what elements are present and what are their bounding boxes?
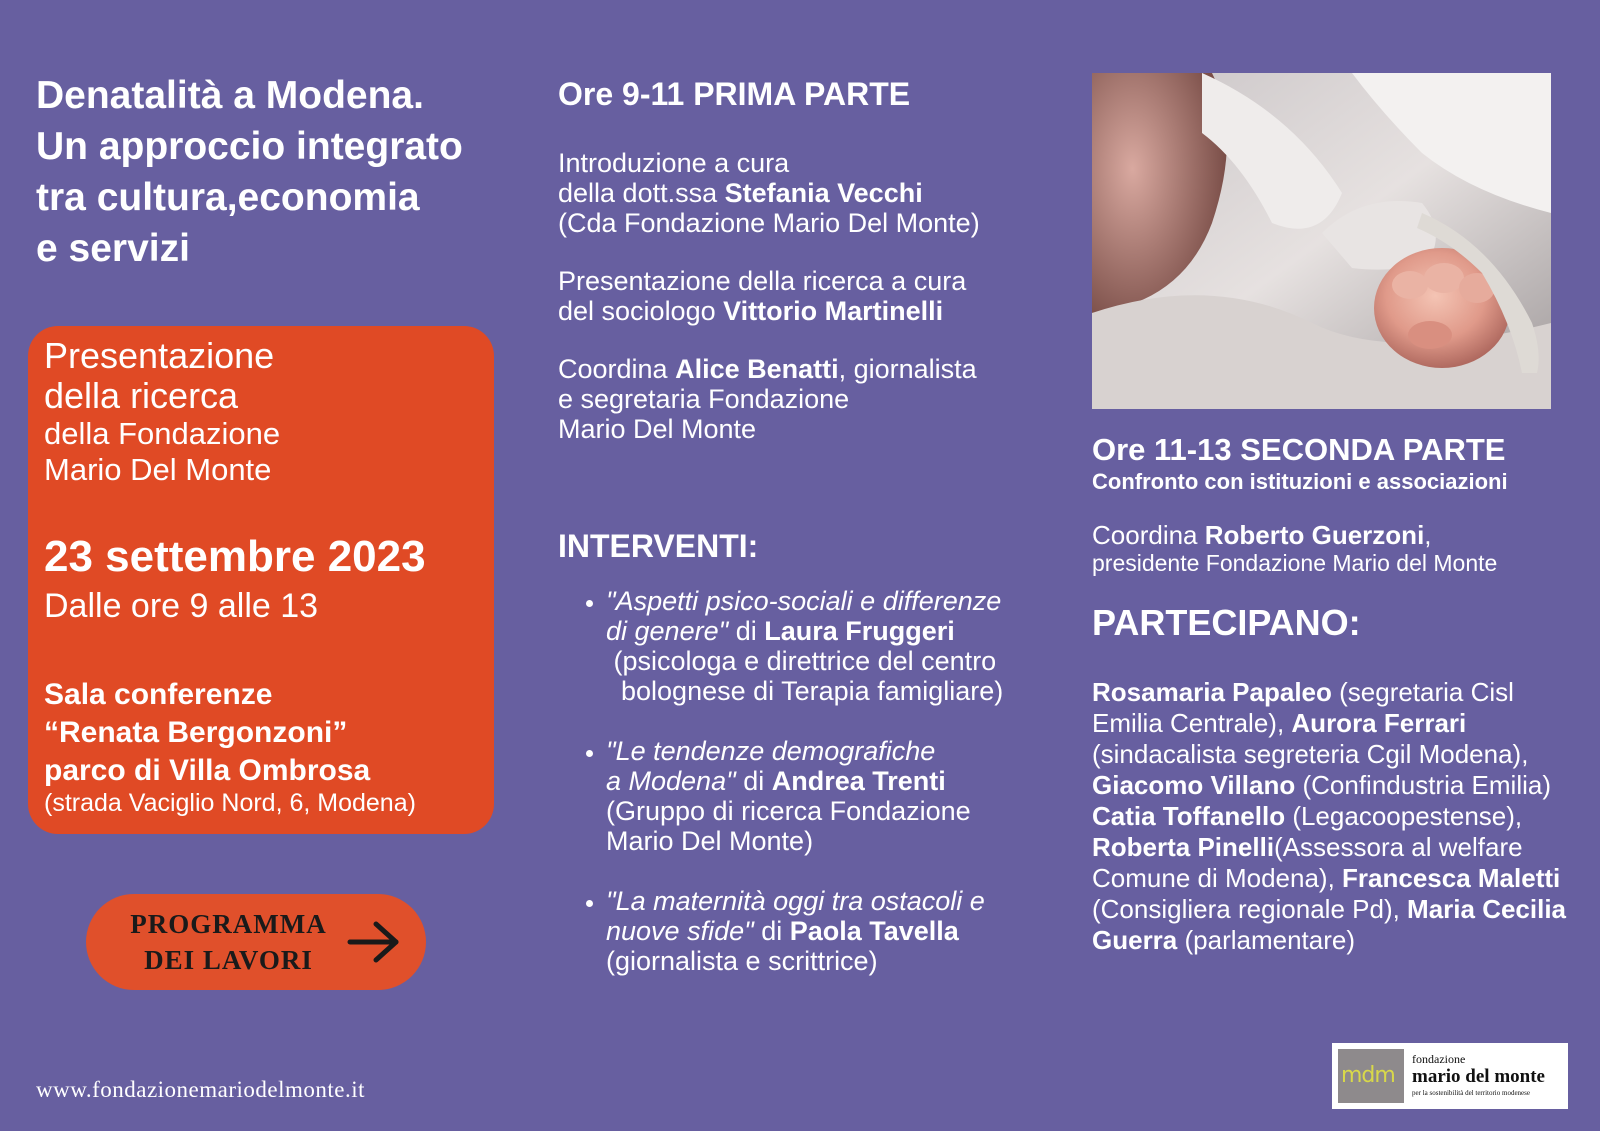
intro-line [558, 178, 1038, 208]
intro-text: della dott.ssa [558, 178, 725, 208]
coordinator-block [558, 354, 1038, 444]
participant-role: (parlamentare) [1177, 925, 1355, 955]
logo-tagline: per la sostenibilità del territorio modenese [1412, 1089, 1530, 1097]
title-line: tra cultura,economia [36, 176, 420, 219]
talk-title: "La maternità oggi tra ostacoli e [606, 886, 985, 916]
talk-speaker: Andrea Trenti [771, 766, 946, 796]
participant-name: Aurora Ferrari [1291, 708, 1467, 738]
talk-by: di [735, 766, 772, 796]
moderator-block [1092, 520, 1582, 575]
interventi-list [558, 586, 1038, 976]
talk-role: bolognese di Terapia famigliare) [606, 676, 1004, 706]
talk-title: di genere" [606, 616, 729, 646]
event-date: 23 settembre 2023 [44, 532, 426, 581]
talk-role: (psicologa e direttrice del centro [606, 646, 997, 676]
venue-line: parco di Villa Ombrosa [44, 754, 371, 787]
foundation-logo [1332, 1043, 1568, 1109]
talk-title: "Aspetti psico-sociali e differenze [606, 586, 1002, 616]
talk-by: di [728, 616, 765, 646]
participant-name: Giacomo Villano [1092, 770, 1296, 800]
list-item [606, 586, 1038, 706]
website-link[interactable]: www.fondazionemariodelmonte.it [36, 1077, 366, 1102]
participant-role: Comune di Modena), [1092, 863, 1343, 893]
program-button-label [126, 906, 331, 978]
participant-role: (segretaria Cisl [1331, 677, 1514, 707]
participant-role: (Assessora al welfare [1274, 832, 1523, 862]
coordinator-text: Coordina [558, 354, 676, 384]
participant-name: Rosamaria Papaleo [1092, 677, 1332, 707]
newborn-photo [1092, 73, 1551, 409]
presentation-line: della ricerca [44, 375, 239, 416]
arrow-right-icon [346, 920, 402, 964]
participant-role: Emilia Centrale), [1092, 708, 1292, 738]
participant-name: Maria Cecilia [1407, 894, 1567, 924]
participant-role: (sindacalista segreteria Cgil Modena), [1092, 739, 1529, 769]
talk-speaker: Laura Fruggeri [764, 616, 955, 646]
talk-by: di [753, 916, 790, 946]
event-title [36, 70, 526, 274]
title-line: Denatalità a Modena. [36, 74, 424, 117]
newborn-photo-image [1092, 73, 1551, 409]
presentation-line: della Fondazione [44, 416, 281, 451]
partecipano-heading: PARTECIPANO: [1092, 602, 1361, 643]
talk-role: (giornalista e scrittrice) [606, 946, 878, 976]
participants-list [1092, 677, 1582, 956]
moderator-text: Coordina [1092, 520, 1205, 550]
intro-block [558, 148, 1038, 238]
moderator-comma: , [1424, 520, 1432, 550]
presentation-text [44, 336, 280, 488]
talk-title: a Modena" [606, 766, 736, 796]
research-block [558, 266, 1038, 326]
talk-role: (Gruppo di ricerca Fondazione [606, 796, 971, 826]
research-speaker: Vittorio Martinelli [723, 296, 944, 326]
participant-role: (Consigliera regionale Pd), [1092, 894, 1408, 924]
participant-name: Catia Toffanello [1092, 801, 1286, 831]
participant-name: Guerra [1092, 925, 1178, 955]
intro-line: (Cda Fondazione Mario Del Monte) [558, 208, 980, 238]
research-line: Presentazione della ricerca a cura [558, 266, 967, 296]
intro-speaker: Stefania Vecchi [724, 178, 923, 208]
event-info-card [28, 326, 494, 834]
talk-title: "Le tendenze demografiche [606, 736, 936, 766]
first-part-heading: Ore 9-11 PRIMA PARTE [558, 76, 911, 112]
talk-role: Mario Del Monte) [606, 826, 814, 856]
participant-name: Francesca Maletti [1342, 863, 1561, 893]
program-label-line: DEI LAVORI [144, 945, 313, 975]
talk-speaker: Paola Tavella [789, 916, 959, 946]
list-item [606, 736, 1038, 856]
event-address: (strada Vaciglio Nord, 6, Modena) [44, 789, 416, 817]
logo-name: mario del monte [1412, 1066, 1545, 1087]
logo-line: fondazione [1412, 1052, 1466, 1066]
participant-role: (Confindustria Emilia) [1295, 770, 1551, 800]
presentation-line: Presentazione [44, 335, 275, 376]
moderator-name: Roberto Guerzoni [1204, 520, 1425, 550]
venue-line: “Renata Bergonzoni” [44, 716, 348, 749]
event-hours: Dalle ore 9 alle 13 [44, 587, 319, 625]
second-part-subtitle: Confronto con istituzioni e associazioni [1092, 469, 1508, 494]
venue-line: Sala conferenze [44, 678, 273, 711]
title-line: Un approccio integrato [36, 125, 463, 168]
research-text: del sociologo [558, 296, 724, 326]
intro-line: Introduzione a cura [558, 148, 790, 178]
first-part-section [558, 76, 1038, 1006]
program-label-line: PROGRAMMA [130, 909, 327, 939]
second-part-section [1092, 432, 1582, 956]
coordinator-name: Alice Benatti [675, 354, 839, 384]
research-line [558, 296, 1038, 326]
list-item [606, 886, 1038, 976]
event-venue [44, 676, 370, 790]
moderator-line [1092, 520, 1582, 551]
participant-name: Roberta Pinelli [1092, 832, 1275, 862]
logo-mark: mdm [1341, 1063, 1395, 1088]
participant-role: (Legacoopestense), [1285, 801, 1523, 831]
coordinator-line: e segretaria Fondazione [558, 384, 850, 414]
moderator-role: presidente Fondazione Mario del Monte [1092, 550, 1498, 576]
interventi-heading: INTERVENTI: [558, 528, 759, 564]
coordinator-line: Mario Del Monte [558, 414, 757, 444]
coordinator-role: , giornalista [838, 354, 977, 384]
talk-title: nuove sfide" [606, 916, 754, 946]
logo-mark-box [1338, 1049, 1404, 1103]
second-part-heading: Ore 11-13 SECONDA PARTE [1092, 432, 1506, 467]
presentation-line: Mario Del Monte [44, 452, 272, 487]
program-button[interactable] [86, 894, 426, 990]
title-line: e servizi [36, 227, 190, 270]
coordinator-line [558, 354, 1038, 384]
